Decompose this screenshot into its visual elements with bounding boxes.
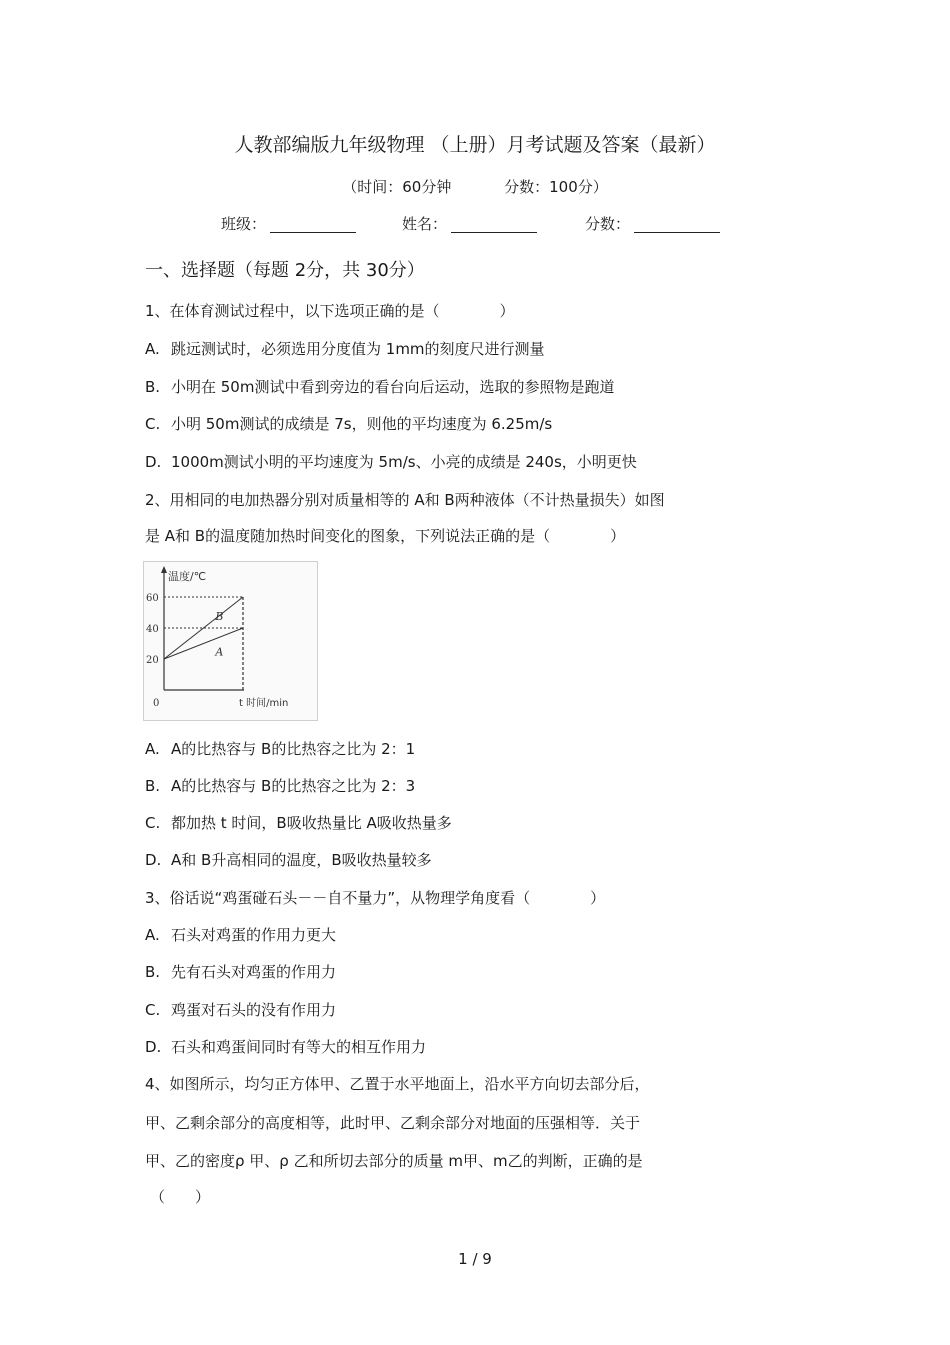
- y-axis-label: 温度/℃: [168, 570, 207, 583]
- q1-option-a: A. 跳远测试时，必须选用分度值为 1mm的刻度尺进行测量: [145, 340, 545, 358]
- q3-stem: 3、俗话说“鸡蛋碰石头－－自不量力”，从物理学角度看（ ）: [145, 889, 606, 907]
- q3-option-c: C. 鸡蛋对石头的没有作用力: [145, 1001, 337, 1019]
- y-tick-label: 40: [146, 624, 159, 635]
- time-limit: （时间：60分钟: [342, 178, 452, 196]
- q2-stem-line1: 2、用相同的电加热器分别对质量相等的 A和 B两种液体（不计热量损失）如图: [145, 491, 665, 509]
- x-axis-label: t 时间/min: [239, 698, 289, 709]
- q4-line1: 4、如图所示，均匀正方体甲、乙置于水平地面上，沿水平方向切去部分后，: [145, 1075, 650, 1093]
- q3-option-b: B. 先有石头对鸡蛋的作用力: [145, 963, 337, 981]
- series-label-B: B: [215, 609, 224, 623]
- class-blank: [270, 218, 356, 233]
- name-field: [402, 213, 537, 234]
- q4-line4: （ ）: [150, 1188, 211, 1206]
- q1-option-c: C. 小明 50m测试的成绩是 7s，则他的平均速度为 6.25m/s: [145, 415, 553, 433]
- score-field: [585, 213, 720, 234]
- q1-stem: 1、在体育测试过程中，以下选项正确的是（ ）: [145, 302, 515, 320]
- name-blank: [451, 218, 537, 233]
- y-axis-arrow: [161, 566, 167, 573]
- q4-line2: 甲、乙剩余部分的高度相等，此时甲、乙剩余部分对地面的压强相等．关于: [145, 1114, 641, 1132]
- exam-title: 人教部编版九年级物理 （上册）月考试题及答案（最新）: [234, 134, 716, 156]
- y-tick-label: 60: [146, 593, 159, 604]
- class-field: [221, 213, 356, 234]
- q3-option-d: D. 石头和鸡蛋间同时有等大的相互作用力: [145, 1038, 427, 1056]
- page-number: 1 / 9: [458, 1250, 492, 1268]
- q4-line3: 甲、乙的密度ρ 甲、ρ 乙和所切去部分的质量 m甲、m乙的判断，正确的是: [145, 1152, 643, 1170]
- q1-option-b: B. 小明在 50m测试中看到旁边的看台向后运动，选取的参照物是跑道: [145, 378, 615, 396]
- q2-option-b: B. A的比热容与 B的比热容之比为 2：3: [145, 777, 416, 795]
- exam-info: [0, 176, 950, 197]
- score-label: 分数：: [585, 215, 631, 233]
- q2-option-d: D. A和 B升高相同的温度，B吸收热量较多: [145, 851, 432, 869]
- series-line-A: [164, 628, 243, 659]
- q3-option-a: A. 石头对鸡蛋的作用力更大: [145, 926, 337, 944]
- q2-option-a: A. A的比热容与 B的比热容之比为 2：1: [145, 740, 416, 758]
- name-label: 姓名：: [402, 215, 448, 233]
- y-tick-label: 20: [146, 655, 159, 666]
- q2-option-c: C. 都加热 t 时间，B吸收热量比 A吸收热量多: [145, 814, 452, 832]
- section-heading: 一、选择题（每题 2分，共 30分）: [145, 260, 425, 281]
- series-label-A: A: [215, 645, 224, 659]
- score-blank: [634, 218, 720, 233]
- chart-svg: [144, 562, 317, 720]
- q2-stem-line2: 是 A和 B的温度随加热时间变化的图象，下列说法正确的是（ ）: [145, 527, 626, 545]
- temperature-time-chart: [143, 561, 318, 721]
- total-score: 分数：100分）: [504, 178, 608, 196]
- class-label: 班级：: [221, 215, 267, 233]
- origin-label: 0: [153, 698, 160, 709]
- series-line-B: [164, 597, 243, 659]
- q1-option-d: D. 1000m测试小明的平均速度为 5m/s、小亮的成绩是 240s，小明更快: [145, 453, 637, 471]
